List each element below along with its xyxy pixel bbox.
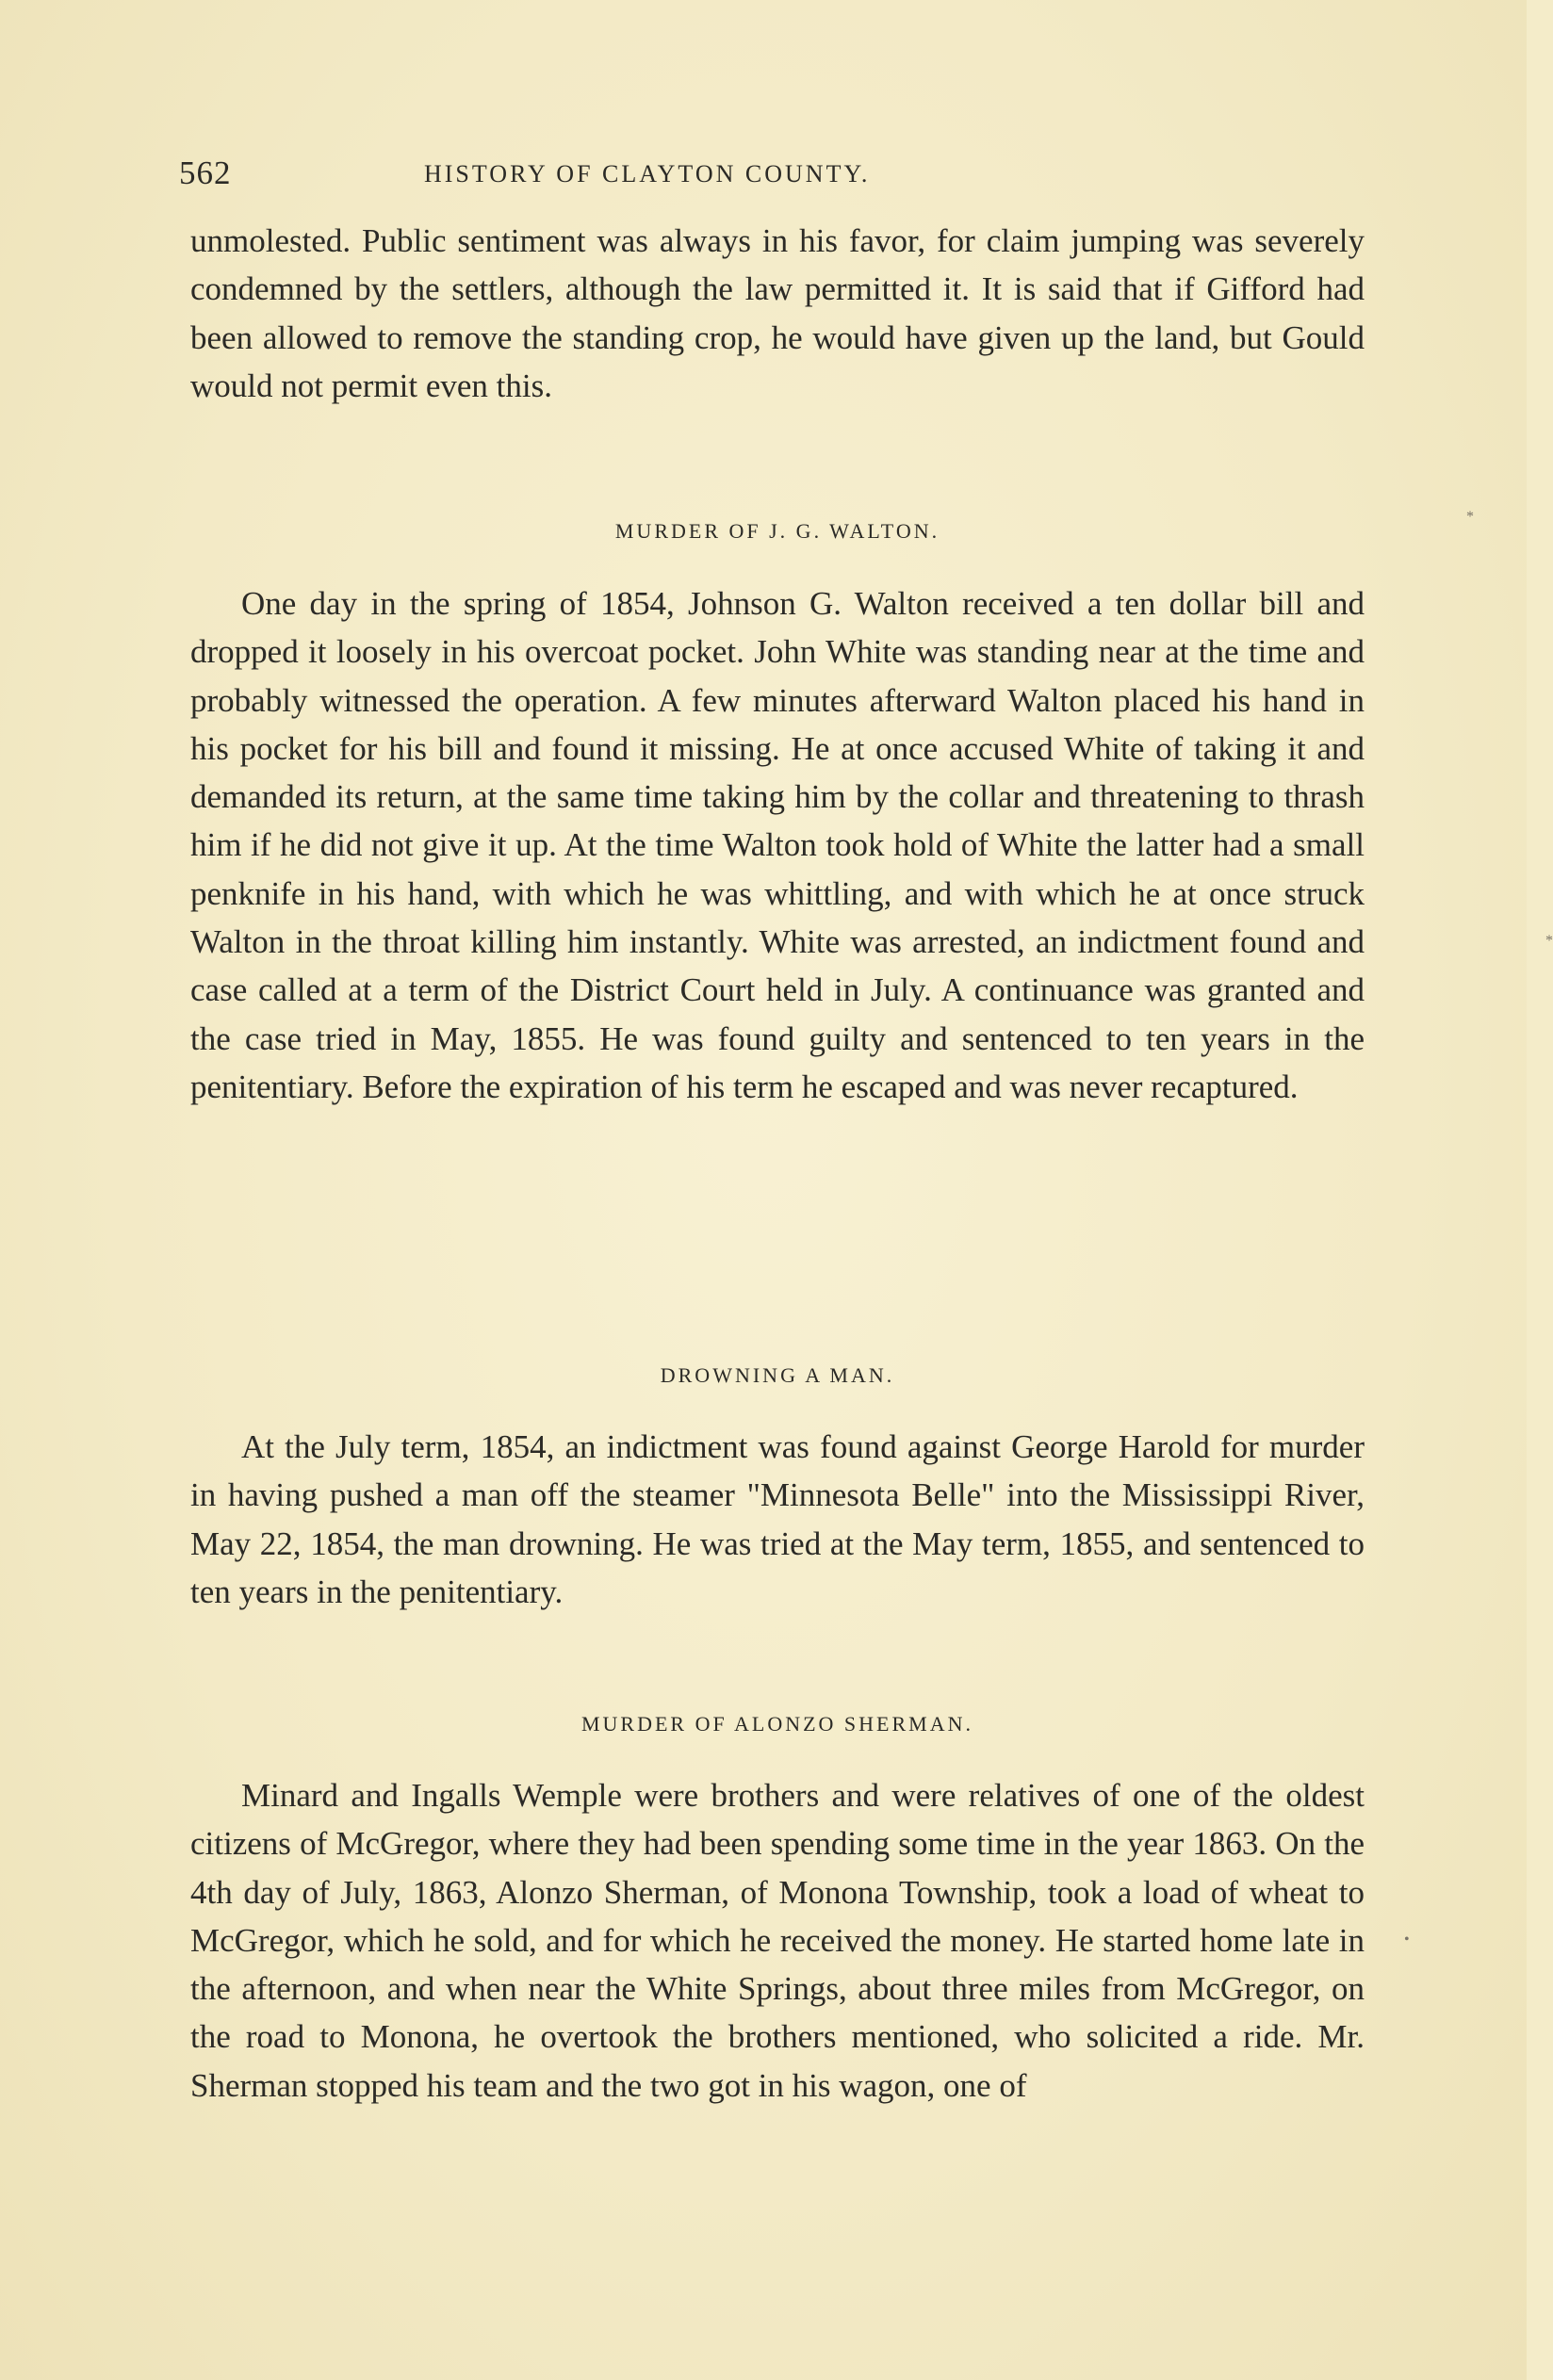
margin-mark: * <box>1466 509 1474 525</box>
margin-mark: • <box>1404 1932 1410 1948</box>
paragraph-claim-jumping: unmolested. Public sentiment was always in his favor, for claim jumping was severely condemned by the settlers, although the law permitted it. It is said that if Gifford had been allowed to remove the standing crop, he would have given up the land, but Gould would not permit even this. <box>190 222 1365 404</box>
paragraph-murder-walton: One day in the spring of 1854, Johnson G. Walton received a ten dollar bill and dropped it loosely in his overcoat pocket. John White was standing near at the time and probably witnessed the operation. A few minutes afterward Walton placed his hand in his pocket for his bill and found it missing. He at once accused White of taking it and demanded its return, at the same time taking him by the collar and threatening to thrash him if he did not give it up. At the time Walton took hold of White the latter had a small penknife in his hand, with which he was whittling, and with which he at once struck Walton in the throat killing him instantly. White was arrested, an indictment found and case called at a term of the District Court held in July. A continuance was granted and the case tried in May, 1855. He was found guilty and sentenced to ten years in the penitentiary. Before the expiration of his term he escaped and was never recaptured. <box>190 585 1365 1105</box>
margin-mark: * <box>1545 933 1553 949</box>
heading-murder-walton: MURDER OF J. G. WALTON. <box>614 519 940 543</box>
paragraph-murder-sherman: Minard and Ingalls Wemple were brothers and were relatives of one of the oldest citizens of McGregor, where they had been spending some time in the year 1863. On the 4th day of July, 1863, Alonzo Sherman, of Monona Township, took a load of wheat to McGregor, which he sold, and for which he received the money. He started home late in the afternoon, and when near the White Springs, about three miles from McGregor, on the road to Monona, he overtook the brothers mentioned, who solicited a ride. Mr. Sherman stopped his team and the two got in his wagon, one of <box>190 1777 1365 2104</box>
paragraph-drowning-a-man: At the July term, 1854, an indictment was found against George Harold for murder in having pushed a man off the steamer "Minnesota Belle" into the Mississippi River, May 22, 1854, the man drowning. He was tried at the May term, 1855, and sentenced to ten years in the penitentiary. <box>190 1428 1365 1610</box>
page-number: 562 <box>179 155 232 191</box>
heading-murder-sherman: MURDER OF ALONZO SHERMAN. <box>580 1712 974 1736</box>
heading-drowning-a-man: DROWNING A MAN. <box>660 1363 895 1387</box>
page-header <box>179 155 1376 196</box>
running-title: HISTORY OF CLAYTON COUNTY. <box>424 160 871 187</box>
